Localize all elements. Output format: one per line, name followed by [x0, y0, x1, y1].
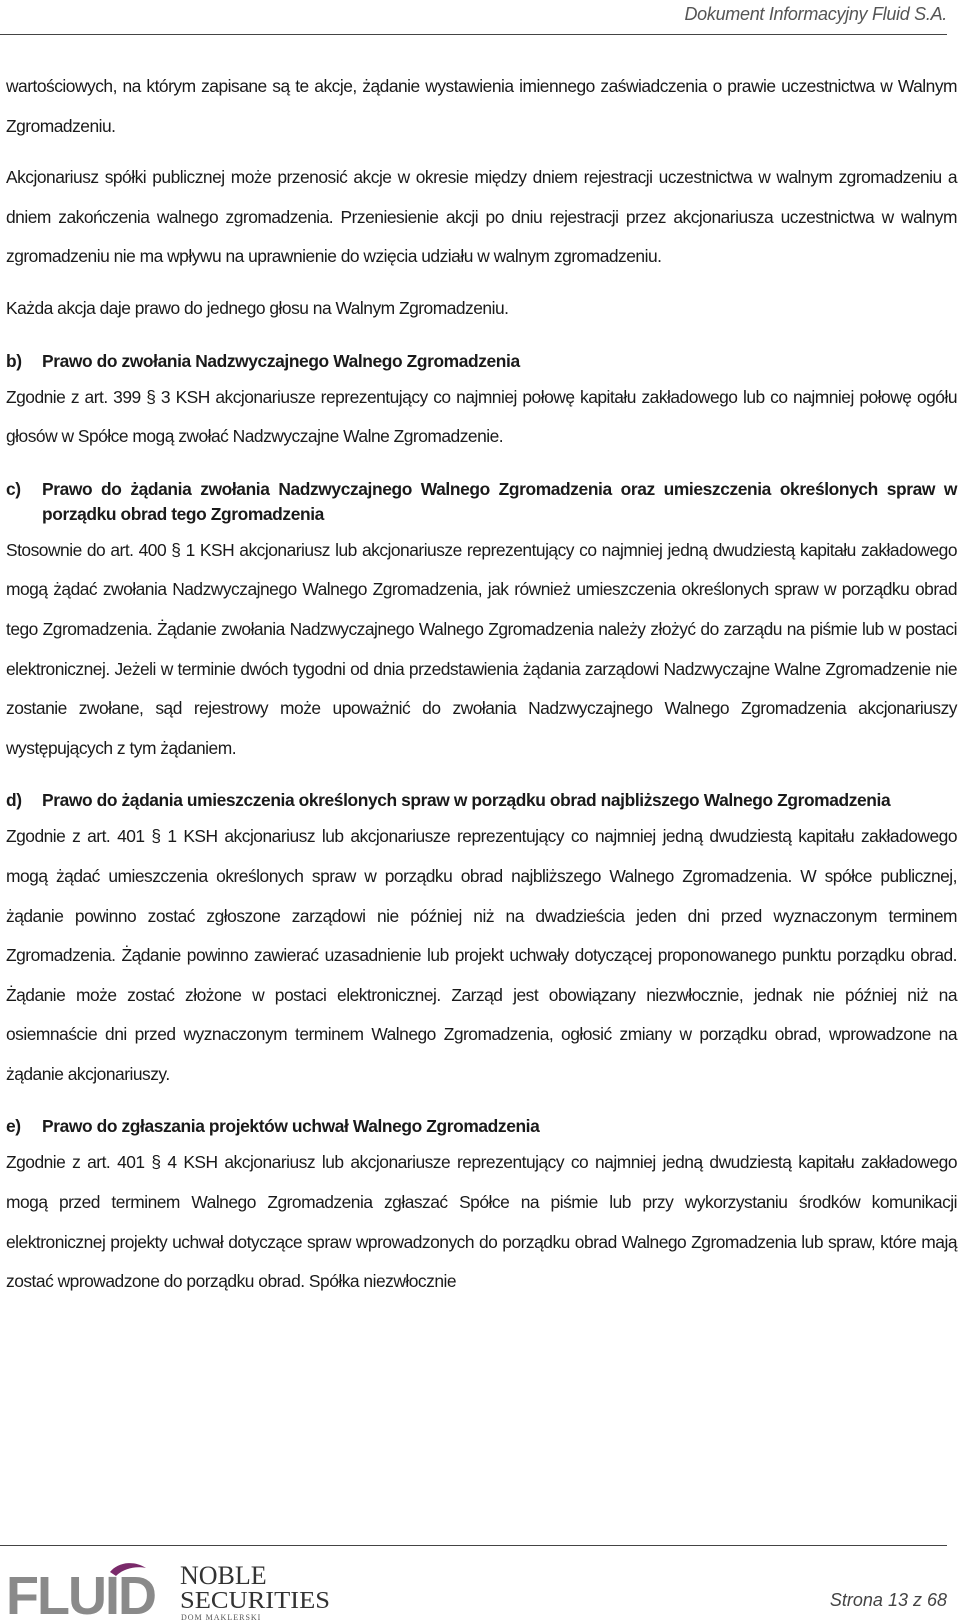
- fluid-logo-text: FLUID: [6, 1566, 155, 1618]
- paragraph: Stosownie do art. 400 § 1 KSH akcjonariusz lub akcjonariusze reprezentujący co najmniej jedną dwudziestą kapitału zakładowego mogą żądać zwołania Nadzwyczajnego Walnego Zgromadzenia, jak również umieszczenia określonych spraw w porządku obrad tego Zgromadzenia. Żądanie zwołania Nadzwyczajnego Walnego Zgromadzenia należy złożyć do zarządu na piśmie lub w postaci elektronicznej. Jeżeli w terminie dwóch tygodni od dnia przedstawienia żądania zarządowi Nadzwyczajne Walne Zgromadzenie nie zostanie zwołane, sąd rejestrowy może upoważnić do zwołania Nadzwyczajnego Walnego Zgromadzenia akcjonariuszy występujących z tym żądaniem.: [6, 539, 957, 758]
- section-label: b): [6, 350, 22, 371]
- section-title: Prawo do żądania umieszczenia określonych spraw w porządku obrad najbliższego Walnego Zgromadzenia: [42, 790, 891, 811]
- paragraph: Zgodnie z art. 401 § 4 KSH akcjonariusz lub akcjonariusze reprezentujący co najmniej jedną dwudziestą kapitału zakładowego mogą przed terminem Walnego Zgromadzenia zgłaszać Spółce na piśmie lub przy wykorzystaniu środków komunikacji elektronicznej projekty uchwał dotyczące spraw wprowadzonych do porządku obrad Walnego Zgromadzenia lub spraw, które mają zostać wprowadzone do porządku obrad. Spółka niezwłocznie: [6, 1152, 957, 1292]
- paragraph: Zgodnie z art. 399 § 3 KSH akcjonariusze reprezentujący co najmniej połowę kapitału zakładowego lub co najmniej połowę ogółu głosów w Spółce mogą zwołać Nadzwyczajne Walne Zgromadzenie.: [6, 386, 957, 447]
- paragraph: wartościowych, na którym zapisane są te akcje, żądanie wystawienia imiennego zaświadczenia o prawie uczestnictwa w Walnym Zgromadzeniu.: [6, 76, 957, 136]
- noble-logo-line1: NOBLE: [180, 1561, 267, 1590]
- noble-logo-line3: DOM MAKLERSKI: [181, 1613, 262, 1622]
- section-title: Prawo do zgłaszania projektów uchwał Walnego Zgromadzenia: [42, 1116, 540, 1137]
- noble-logo-line2: SECURITIES: [180, 1588, 330, 1614]
- section-heading-d: [6, 788, 957, 813]
- document-title: Dokument Informacyjny Fluid S.A.: [684, 4, 947, 24]
- fluid-logo: [6, 1562, 166, 1618]
- section-title: Prawo do żądania zwołania Nadzwyczajnego Walnego Zgromadzenia oraz umieszczenia określonych spraw w porządku obrad tego Zgromadzenia: [42, 478, 957, 524]
- section-title: Prawo do zwołania Nadzwyczajnego Walnego Zgromadzenia: [42, 350, 520, 371]
- section-label: e): [6, 1116, 21, 1137]
- paragraph: Zgodnie z art. 401 § 1 KSH akcjonariusz lub akcjonariusze reprezentujący co najmniej jedną dwudziestą kapitału zakładowego mogą żądać umieszczenia określonych spraw w porządku obrad najbliższego Walnego Zgromadzenia. W spółce publicznej, żądanie powinno zostać zgłoszone zarządowi nie później niż na dwadzieścia jeden dni przed wyznaczonym terminem Zgromadzenia. Żądanie powinno zawierać uzasadnienie lub projekt uchwały dotyczącej proponowanego punktu porządku obrad. Żądanie może zostać złożone w postaci elektronicznej. Zarząd jest obowiązany niezwłocznie, jednak nie później niż na osiemnaście dni przed wyznaczonym terminem Walnego Zgromadzenia, ogłosić zmiany w porządku obrad, wprowadzone na żądanie akcjonariuszy.: [6, 826, 957, 1084]
- section-heading-b: [6, 349, 957, 374]
- section-heading-e: [6, 1114, 957, 1139]
- paragraph: Akcjonariusz spółki publicznej może przenosić akcje w okresie między dniem rejestracji uczestnictwa w walnym zgromadzeniu a dniem zakończenia walnego zgromadzenia. Przeniesienie akcji po dniu rejestracji przez akcjonariusza uczestnictwa w walnym zgromadzeniu nie ma wpływu na uprawnienie do wzięcia udziału w walnym zgromadzeniu.: [6, 167, 957, 267]
- section-heading-c: [6, 477, 957, 527]
- paragraph: Każda akcja daje prawo do jednego głosu na Walnym Zgromadzeniu.: [6, 297, 509, 318]
- page-number: Strona 13 z 68: [829, 1590, 947, 1610]
- footer-divider: [0, 1545, 947, 1546]
- document-body: [6, 67, 957, 1302]
- section-label: c): [6, 478, 21, 499]
- page-header: [0, 0, 947, 35]
- section-label: d): [6, 790, 22, 811]
- noble-securities-logo: [180, 1558, 340, 1622]
